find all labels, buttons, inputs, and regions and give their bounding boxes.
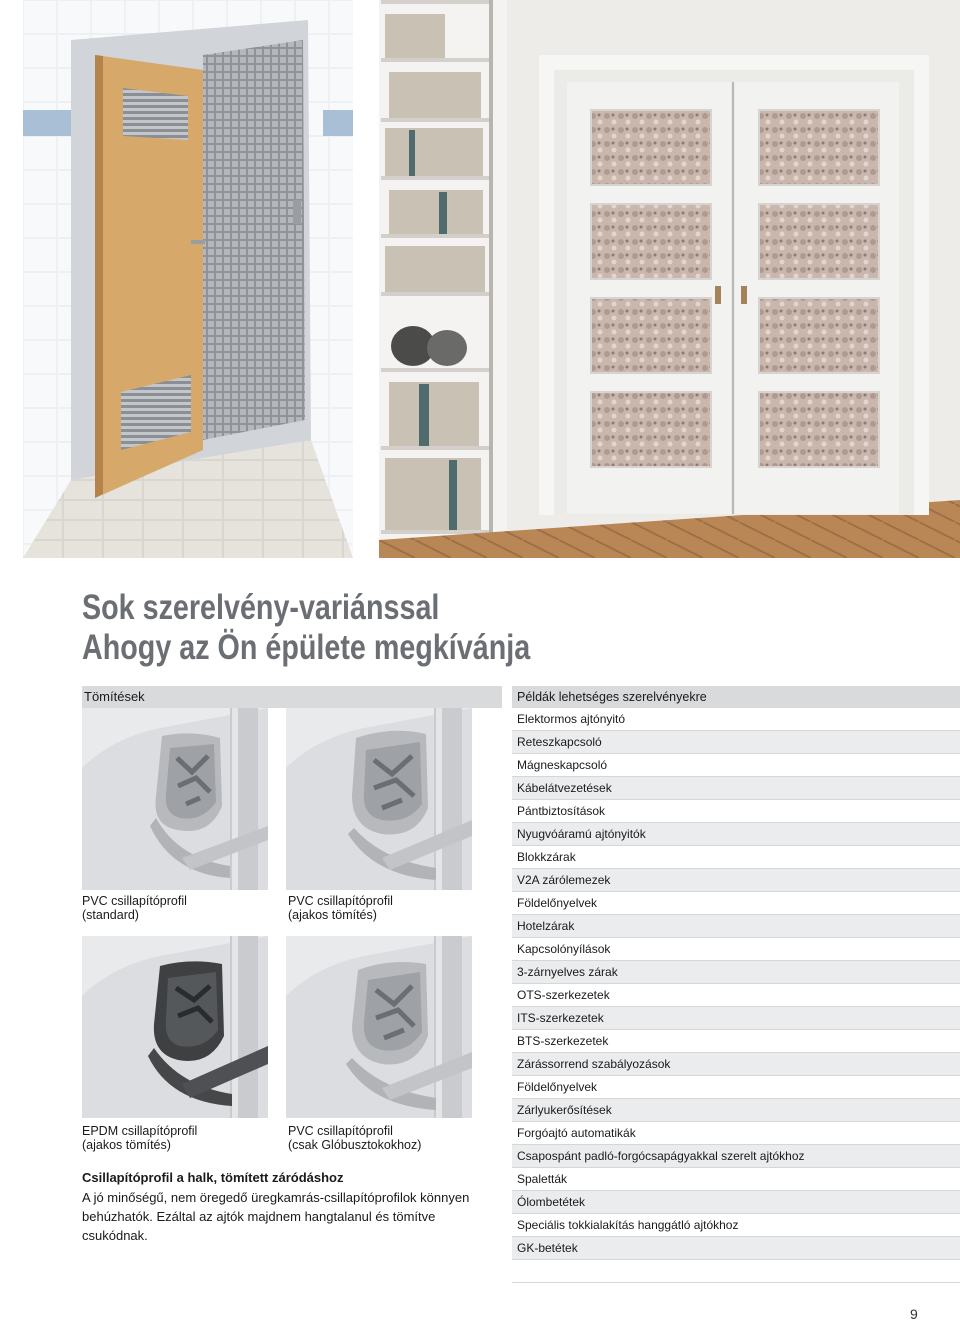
bathroom-door-illustration [23, 0, 353, 558]
list-item [512, 1260, 960, 1283]
list-item: Speciális tokkialakítás hanggátló ajtókhoz [512, 1214, 960, 1237]
list-item: Földelőnyelvek [512, 892, 960, 915]
fittings-section [512, 686, 960, 1283]
profile-image-pvc-standard [82, 708, 268, 890]
list-item: V2A zárólemezek [512, 869, 960, 892]
list-item: Földelőnyelvek [512, 1076, 960, 1099]
list-item: Mágneskapcsoló [512, 754, 960, 777]
list-item: OTS-szerkezetek [512, 984, 960, 1007]
photo-tiled-bathroom-door [23, 0, 353, 558]
seals-section [82, 686, 502, 1266]
photo-double-glass-door [379, 0, 960, 558]
list-item: Csapospánt padló-forgócsapágyakkal szerelt ajtókhoz [512, 1145, 960, 1168]
list-item: ITS-szerkezetek [512, 1007, 960, 1030]
list-item: Kábelátvezetések [512, 777, 960, 800]
list-item: Forgóajtó automatikák [512, 1122, 960, 1145]
seals-header: Tömítések [82, 686, 502, 708]
list-item: Reteszkapcsoló [512, 731, 960, 754]
list-item: Hotelzárak [512, 915, 960, 938]
caption-pvc-standard: PVC csillapítóprofil (standard) [82, 894, 187, 922]
list-item: 3-zárnyelves zárak [512, 961, 960, 984]
list-item: Elektormos ajtónyitó [512, 708, 960, 731]
list-item: BTS-szerkezetek [512, 1030, 960, 1053]
caption-pvc-lip: PVC csillapítóprofil (ajakos tömítés) [288, 894, 393, 922]
list-item: Nyugvóáramú ajtónyitók [512, 823, 960, 846]
list-item: Zárlyukerősítések [512, 1099, 960, 1122]
profile-image-pvc-lip [286, 708, 472, 890]
list-item: Ólombetétek [512, 1191, 960, 1214]
page-headline [82, 588, 802, 668]
headline-line-2: Ahogy az Ön épülete megkívánja [82, 628, 531, 667]
epdm-lip-profile-icon [82, 936, 268, 1118]
pvc-standard-profile-icon [82, 708, 268, 890]
pvc-lip-profile-icon [286, 708, 472, 890]
caption-epdm-lip: EPDM csillapítóprofil (ajakos tömítés) [82, 1124, 198, 1152]
fittings-header: Példák lehetséges szerelvényekre [512, 686, 960, 708]
headline-line-1: Sok szerelvény-variánssal [82, 588, 440, 627]
profile-image-epdm-lip [82, 936, 268, 1118]
list-item: Zárássorrend szabályozások [512, 1053, 960, 1076]
list-item: GK-betétek [512, 1237, 960, 1260]
seal-description-text: A jó minőségű, nem öregedő üregkamrás-csillapítóprofilok könnyen behúzhatók. Ezáltal az ajtók majdnem hangtalanul és tömítve csukódnak. [82, 1190, 470, 1243]
pvc-globus-profile-icon [286, 936, 472, 1118]
list-item: Pántbiztosítások [512, 800, 960, 823]
list-item: Blokkzárak [512, 846, 960, 869]
seal-description-title: Csillapítóprofil a halk, tömített záródáshoz [82, 1170, 344, 1185]
list-item: Spaletták [512, 1168, 960, 1191]
fittings-list [512, 708, 960, 1283]
profile-image-pvc-globus [286, 936, 472, 1118]
page-number: 9 [910, 1306, 918, 1322]
list-item: Kapcsolónyílások [512, 938, 960, 961]
caption-pvc-globus: PVC csillapítóprofil (csak Glóbusztokokhoz) [288, 1124, 422, 1152]
double-door-illustration [379, 0, 960, 558]
